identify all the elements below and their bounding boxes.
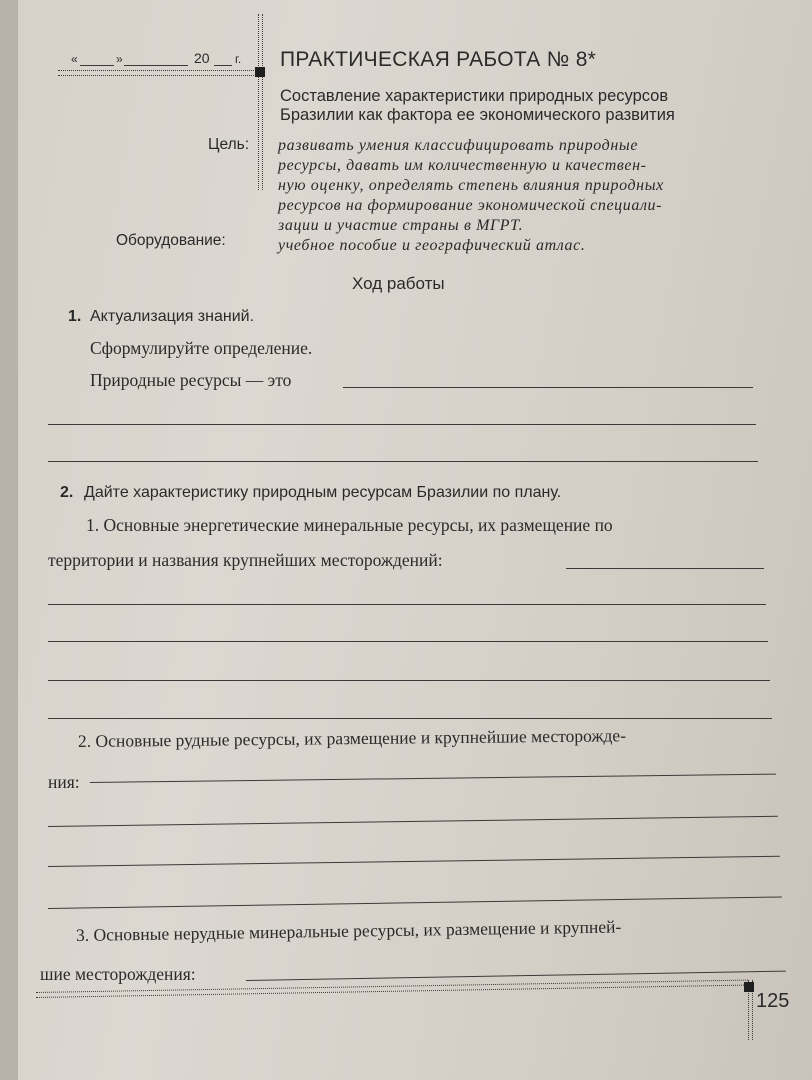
goal-text-line: ную оценку, определять степень влияния природных <box>278 177 664 194</box>
goal-text-line: развивать умения классифицировать природные <box>278 137 639 154</box>
date-close-quote: » <box>116 52 123 66</box>
date-day-line <box>80 65 114 66</box>
answer-line[interactable] <box>343 387 753 388</box>
equipment-label: Оборудование: <box>116 232 226 249</box>
answer-line[interactable] <box>48 718 772 719</box>
goal-text-line: ресурсы, давать им количественную и качествен- <box>278 157 647 174</box>
task2-item2-line2: ния: <box>48 772 80 792</box>
goal-text-line: зации и участие страны в МГРТ. <box>278 217 524 234</box>
workbook-page <box>18 0 812 1080</box>
task1-prompt: Природные ресурсы — это <box>90 370 292 390</box>
answer-line[interactable] <box>48 604 766 605</box>
header-dotted-rule <box>58 70 258 76</box>
section-title: Ход работы <box>352 274 445 293</box>
header-square-marker <box>255 67 265 77</box>
goal-text-line: ресурсов на формирование экономической специали- <box>278 197 663 214</box>
goal-label: Цель: <box>208 136 249 153</box>
subtitle-line-1: Составление характеристики природных ресурсов <box>280 87 669 105</box>
task2-item1-line2: территории и названия крупнейших месторождений: <box>48 550 443 570</box>
answer-line[interactable] <box>566 568 764 569</box>
equipment-text: учебное пособие и географический атлас. <box>278 237 586 254</box>
task1-title: Актуализация знаний. <box>90 308 255 325</box>
answer-line[interactable] <box>90 774 776 783</box>
task2-number: 2. <box>60 484 74 501</box>
task2-item3-line2: шие месторождения: <box>40 964 196 984</box>
page-number: 125 <box>756 990 790 1012</box>
date-open-quote: « <box>71 52 78 66</box>
task2-title: Дайте характеристику природным ресурсам Бразилии по плану. <box>84 484 562 501</box>
answer-line[interactable] <box>48 896 782 909</box>
task2-item3-line1: 3. Основные нерудные минеральные ресурсы, их размещение и крупней- <box>75 916 622 945</box>
page-title: ПРАКТИЧЕСКАЯ РАБОТА № 8* <box>280 48 597 71</box>
date-month-line <box>124 65 188 66</box>
answer-line[interactable] <box>48 856 780 867</box>
date-year-line <box>214 65 232 66</box>
task1-number: 1. <box>68 308 82 325</box>
answer-line[interactable] <box>48 680 770 681</box>
task1-instruction: Сформулируйте определение. <box>90 338 313 358</box>
task2-item2-line1: 2. Основные рудные ресурсы, их размещение и крупнейшие месторожде- <box>77 725 627 751</box>
date-year: 20 <box>194 50 210 66</box>
answer-line[interactable] <box>48 641 768 642</box>
footer-square-marker <box>744 982 754 992</box>
answer-line[interactable] <box>48 461 758 462</box>
answer-line[interactable] <box>48 424 756 425</box>
task2-item1-line1: 1. Основные энергетические минеральные ресурсы, их размещение по <box>86 515 613 535</box>
date-year-suffix: г. <box>235 52 242 66</box>
answer-line[interactable] <box>48 816 778 827</box>
subtitle-line-2: Бразилии как фактора ее экономического развития <box>280 106 675 124</box>
header-dotted-vertical <box>258 14 263 190</box>
